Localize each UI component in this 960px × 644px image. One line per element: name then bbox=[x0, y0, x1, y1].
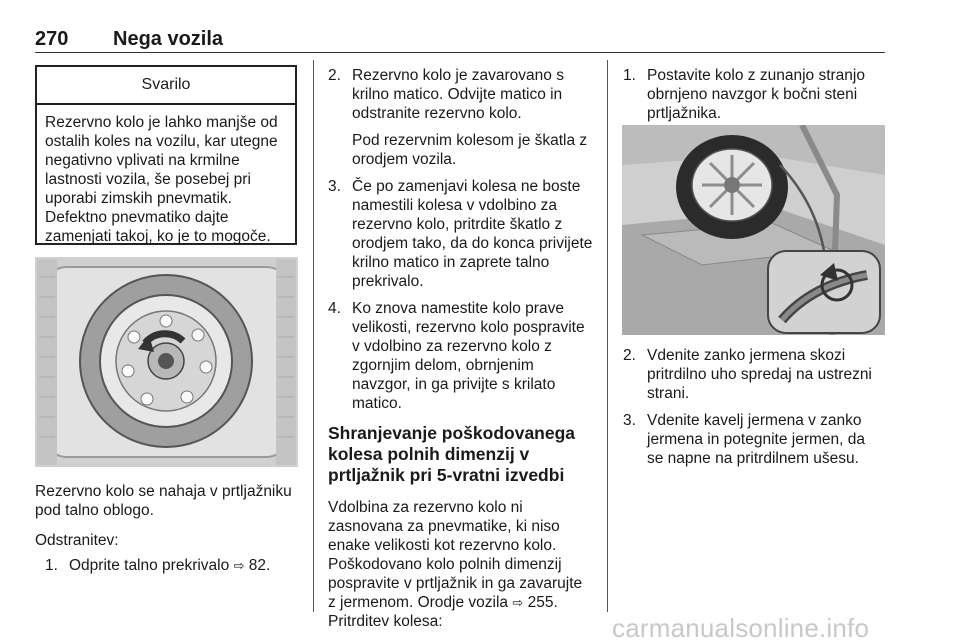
column-3-steps-top bbox=[623, 66, 885, 131]
fastening-step-3 bbox=[623, 411, 885, 468]
watermark: carmanualsonline.info bbox=[612, 613, 870, 643]
removal-label: Odstranitev: bbox=[35, 532, 119, 549]
page-header bbox=[35, 28, 885, 52]
step-text: Rezervno kolo je zavarovano s krilno matico. Odvijte matico in odstranite rezervno kolo. bbox=[352, 67, 564, 122]
header-rule bbox=[35, 52, 885, 53]
step-note: Pod rezervnim kolesom je škatla z orodjem vozila. bbox=[352, 132, 588, 168]
section-paragraph bbox=[328, 498, 594, 612]
removal-step-3 bbox=[328, 177, 594, 291]
page-ref-arrow-icon: ⇨ bbox=[233, 558, 245, 573]
spare-wheel-drawing bbox=[35, 257, 298, 467]
spare-wheel-caption: Rezervno kolo se nahaja v prtljažniku pod talno oblogo. bbox=[35, 483, 292, 519]
step-text: Vdenite zanko jermena skozi pritrdilno uho spredaj na ustrezni strani. bbox=[647, 347, 872, 402]
trunk-wheel-strap-illustration bbox=[622, 125, 885, 335]
warning-box bbox=[35, 65, 297, 245]
column-1-text bbox=[35, 482, 299, 583]
step-text: Če po zamenjavi kolesa ne boste namestili kolesa v vdolbino za rezervno kolo, pritrdite škatlo z orodjem tako, da do konca privijete krilno matico in zaprete talno prekrivalo. bbox=[352, 178, 593, 290]
column-divider-2 bbox=[607, 60, 608, 612]
column-2-text bbox=[328, 66, 594, 642]
trunk-drawing bbox=[622, 125, 885, 335]
step-text: Postavite kolo z zunanjo stranjo obrnjeno navzgor k bočni steni prtljažnika. bbox=[647, 67, 865, 122]
step-number: 1. bbox=[45, 557, 58, 574]
step-number: 3. bbox=[623, 412, 636, 429]
step-number: 2. bbox=[623, 347, 636, 364]
step-text: Odprite talno prekrivalo bbox=[69, 557, 230, 574]
removal-step-4 bbox=[328, 299, 594, 413]
page-number: 270 bbox=[35, 28, 69, 50]
page-ref-arrow-icon: ⇨ bbox=[512, 595, 524, 610]
chapter-title: Nega vozila bbox=[113, 28, 224, 50]
step-number: 1. bbox=[623, 67, 636, 84]
section-heading: Shranjevanje poškodovanega kolesa polnih dimenzij v prtljažnik pri 5-vratni izvedbi bbox=[328, 423, 576, 485]
fastening-label: Pritrditev kolesa: bbox=[328, 613, 443, 630]
warning-text: Rezervno kolo je lahko manjše od ostalih koles na vozilu, kar utegne negativno vplivati na krmilne lastnosti vozila, še posebej pri uporabi zimskih pnevmatik. Defektno pnevmatiko dajte zamenjati takoj, ko je to mogoče. bbox=[45, 114, 278, 245]
column-3-steps-bottom bbox=[623, 346, 885, 476]
fastening-step-2 bbox=[623, 346, 885, 403]
step-number: 4. bbox=[328, 300, 341, 317]
column-divider-1 bbox=[313, 60, 314, 612]
paragraph-text: Vdolbina za rezervno kolo ni zasnovana za pnevmatike, ki niso enake velikosti kot rezervno kolo. Poškodovano kolo polnih dimenzij pospravite v prtljažnik in ga zavarujte z jermenom. Orodje vozila bbox=[328, 499, 583, 611]
warning-title: Svarilo bbox=[37, 67, 295, 105]
step-text: Ko znova namestite kolo prave velikosti, rezervno kolo pospravite v vdolbino za rezervno kolo z zgornjim delom, obrnjenim navzgor, in ga privijte s krilato matico. bbox=[352, 300, 585, 412]
spare-wheel-illustration bbox=[35, 257, 298, 467]
page-ref: 82. bbox=[248, 557, 271, 574]
removal-step-1 bbox=[45, 556, 299, 575]
step-number: 3. bbox=[328, 178, 341, 195]
page-ref: 255. bbox=[527, 594, 558, 611]
fastening-step-1 bbox=[623, 66, 885, 123]
step-text: Vdenite kavelj jermena v zanko jermena in potegnite jermen, da se napne na pritrdilnem ušesu. bbox=[647, 412, 865, 467]
removal-step-2 bbox=[328, 66, 594, 169]
step-number: 2. bbox=[328, 67, 341, 84]
